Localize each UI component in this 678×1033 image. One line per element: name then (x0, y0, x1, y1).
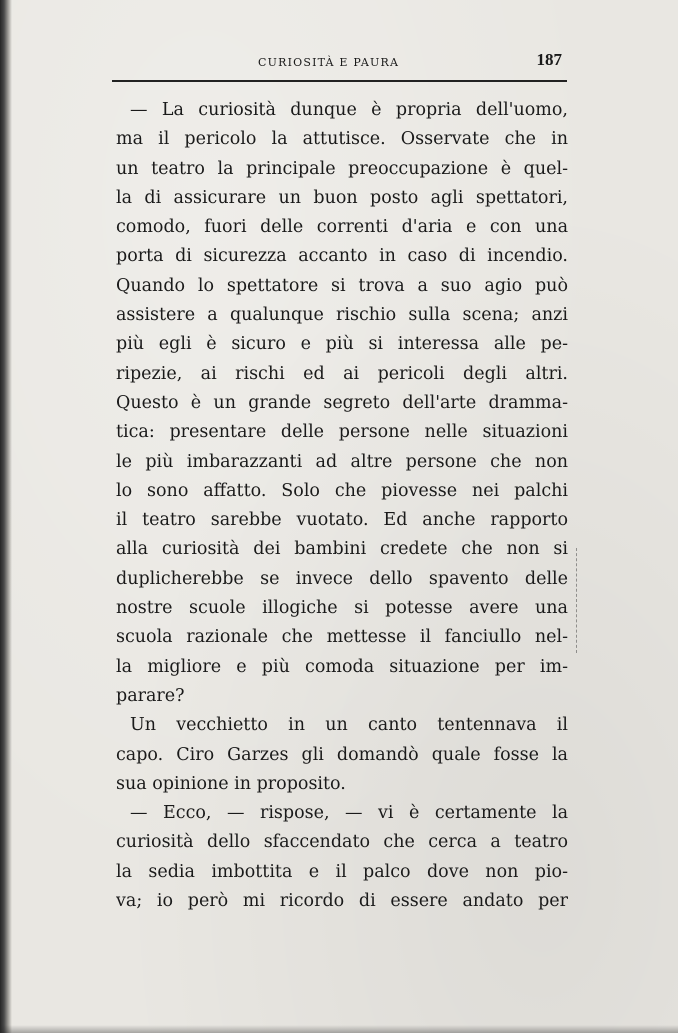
text-line: tica: presentare delle persone nelle situazioni (116, 422, 568, 443)
page-header (118, 50, 562, 76)
text-line: il teatro sarebbe vuotato. Ed anche rapporto (116, 510, 568, 531)
body-text (116, 96, 568, 916)
text-line: le più imbarazzanti ad altre persone che non (116, 451, 568, 472)
book-spine-shadow (0, 0, 12, 1033)
text-line: un teatro la principale preoccupazione è quel- (116, 158, 568, 179)
page-number: 187 (536, 50, 562, 69)
text-line: più egli è sicuro e più si interessa alle pe- (116, 334, 568, 355)
text-line: — La curiosità dunque è propria dell'uomo, (130, 100, 568, 120)
text-line: la migliore e più comoda situazione per im- (116, 656, 568, 677)
text-line: Questo è un grande segreto dell'arte dramma- (116, 392, 568, 413)
text-line: la sedia imbottita e il palco dove non pio- (116, 861, 568, 882)
margin-pencil-mark (576, 548, 581, 653)
text-line: alla curiosità dei bambini credete che non si (116, 539, 568, 560)
text-line: assistere a qualunque rischio sulla scena; anzi (116, 305, 568, 326)
text-line: capo. Ciro Garzes gli domandò quale fosse la (116, 744, 568, 765)
text-line: Quando lo spettatore si trova a suo agio può (116, 275, 568, 296)
running-title: CURIOSITÀ E PAURA (258, 56, 400, 69)
text-line: — Ecco, — rispose, — vi è certamente la (130, 803, 568, 824)
text-line: va; io però mi ricordo di essere andato per (116, 891, 568, 912)
text-line: sua opinione in proposito. (116, 773, 346, 794)
text-line: scuola razionale che mettesse il fanciullo nel- (116, 627, 568, 648)
text-line: nostre scuole illogiche si potesse avere una (116, 598, 568, 619)
text-line: curiosità dello sfaccendato che cerca a teatro (116, 832, 568, 853)
text-line: ripezie, ai rischi ed ai pericoli degli altri. (116, 363, 568, 384)
page-bottom-shadow (0, 1025, 678, 1033)
text-line: parare? (116, 685, 185, 706)
header-rule (112, 80, 567, 82)
text-line: lo sono affatto. Solo che piovesse nei palchi (116, 480, 568, 501)
text-line: duplicherebbe se invece dello spavento delle (116, 568, 568, 589)
text-line: Un vecchietto in un canto tentennava il (130, 715, 568, 736)
text-line: la di assicurare un buon posto agli spettatori, (116, 187, 568, 208)
text-line: comodo, fuori delle correnti d'aria e con una (116, 217, 568, 238)
text-line: porta di sicurezza accanto in caso di incendio. (116, 246, 568, 267)
text-line: ma il pericolo la attutisce. Osservate che in (116, 129, 568, 150)
